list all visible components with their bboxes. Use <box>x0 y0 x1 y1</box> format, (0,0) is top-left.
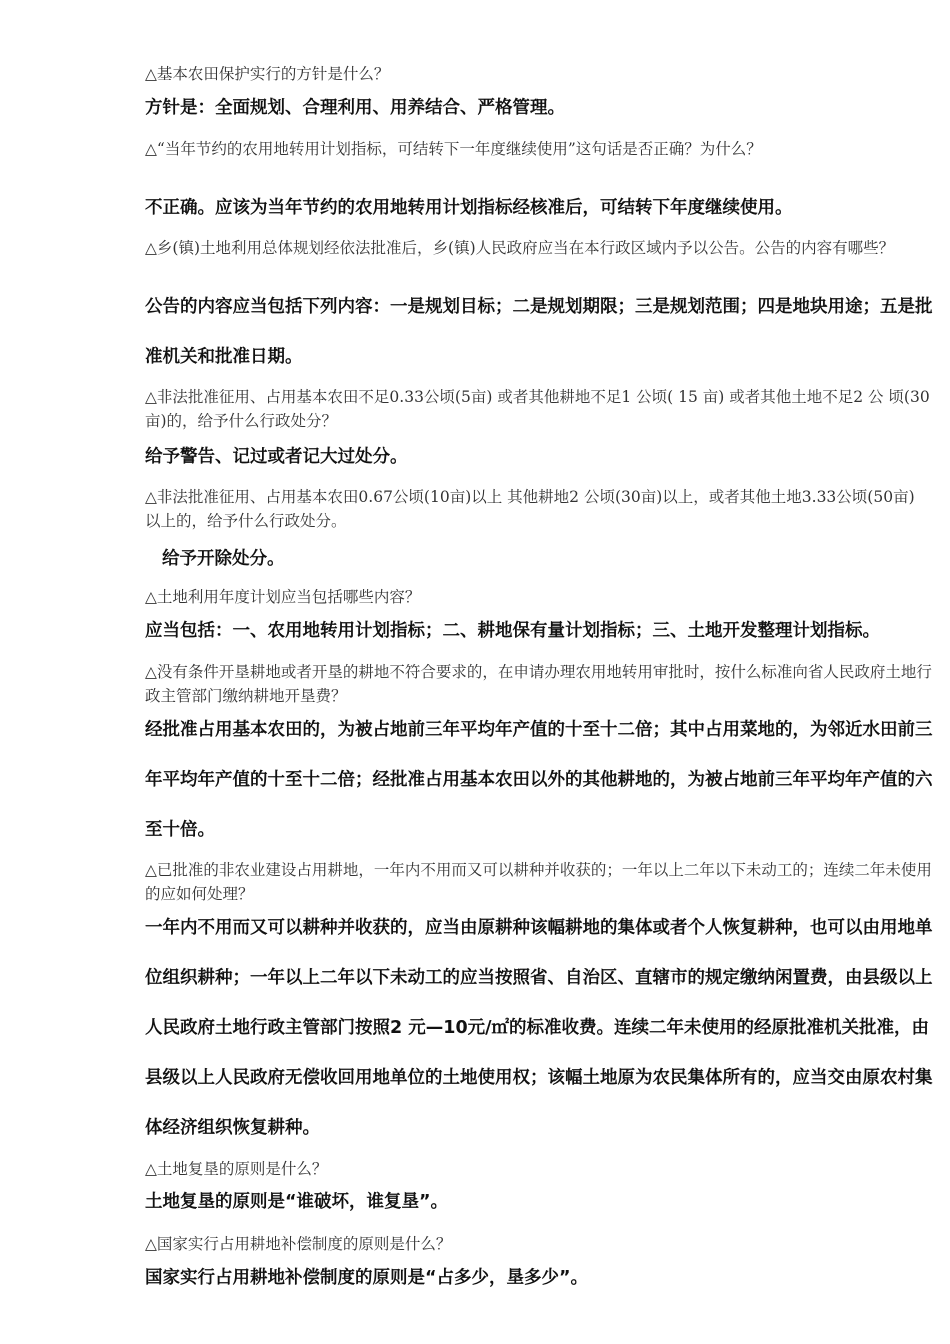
question-10: △国家实行占用耕地补偿制度的原则是什么？ <box>145 1235 452 1253</box>
answer-5: 给予开除处分。 <box>162 549 285 569</box>
answer-1: 方针是：全面规划、合理利用、用养结合、严格管理。 <box>145 98 565 118</box>
question-8: △已批准的非农业建设占用耕地，一年内不用而又可以耕种并收获的；一年以上二年以下未动工的；连续二年未使用的应如何处理？ <box>145 861 932 903</box>
answer-7: 经批准占用基本农田的，为被占地前三年平均年产值的十至十二倍；其中占用菜地的，为邻近水田前三年平均年产值的十至十二倍；经批准占用基本农田以外的其他耕地的，为被占地前三年平均年产值的六至十倍。 <box>145 720 933 840</box>
answer-3: 公告的内容应当包括下列内容：一是规划目标；二是规划期限；三是规划范围；四是地块用途；五是批准机关和批准日期。 <box>145 297 933 367</box>
question-6: △土地利用年度计划应当包括哪些内容？ <box>145 588 421 606</box>
question-7: △没有条件开垦耕地或者开垦的耕地不符合要求的，在申请办理农用地转用审批时，按什么标准向省人民政府土地行政主管部门缴纳耕地开垦费？ <box>145 663 932 705</box>
question-2: △“当年节约的农用地转用计划指标，可结转下一年度继续使用”这句话是否正确？为什么？ <box>145 140 762 158</box>
answer-9: 土地复垦的原则是“谁破坏，谁复垦”。 <box>145 1192 449 1212</box>
question-5: △非法批准征用、占用基本农田0.67公顷(10亩)以上 其他耕地2 公顷(30亩)以上，或者其他土地3.33公顷(50亩) 以上的，给予什么行政处分。 <box>145 488 915 530</box>
answer-8: 一年内不用而又可以耕种并收获的，应当由原耕种该幅耕地的集体或者个人恢复耕种，也可以由用地单位组织耕种；一年以上二年以下未动工的应当按照省、自治区、直辖市的规定缴纳闲置费，由县级以上人民政府土地行政主管部门按照2 元—10元/㎡的标准收费。连续二年未使用的经原批准机关批准，由县级以上人民政府无偿收回用地单位的土地使用权；该幅土地原为农民集体所有的，应当交由原农村集体经济组织恢复耕种。 <box>145 918 933 1138</box>
answer-6: 应当包括：一、农用地转用计划指标；二、耕地保有量计划指标；三、土地开发整理计划指标。 <box>145 621 880 641</box>
question-9: △土地复垦的原则是什么？ <box>145 1160 328 1178</box>
answer-4: 给予警告、记过或者记大过处分。 <box>145 447 408 467</box>
question-1: △基本农田保护实行的方针是什么？ <box>145 65 390 83</box>
answer-10: 国家实行占用耕地补偿制度的原则是“占多少，垦多少”。 <box>145 1268 589 1288</box>
answer-2: 不正确。应该为当年节约的农用地转用计划指标经核准后，可结转下年度继续使用。 <box>145 198 793 218</box>
question-4: △非法批准征用、占用基本农田不足0.33公顷(5亩) 或者其他耕地不足1 公顷( 15 亩) 或者其他土地不足2 公 顷(30亩)的，给予什么行政处分？ <box>145 388 930 430</box>
question-3: △乡(镇)土地利用总体规划经依法批准后，乡(镇)人民政府应当在本行政区域内予以公告。公告的内容有哪些？ <box>145 239 895 257</box>
